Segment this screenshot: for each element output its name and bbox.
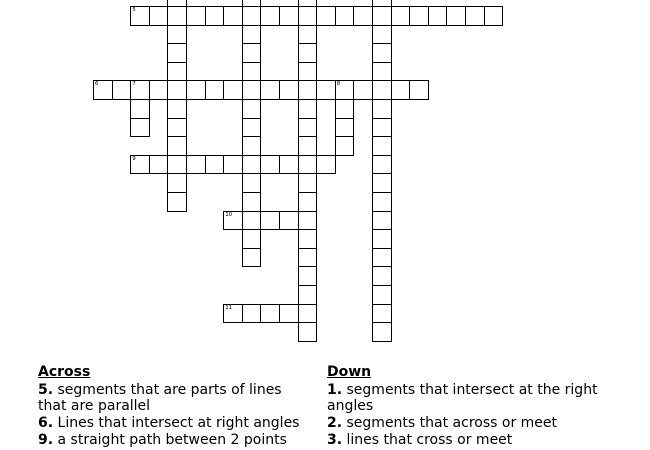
grid-cell[interactable] bbox=[372, 99, 392, 119]
grid-cell[interactable] bbox=[372, 192, 392, 212]
grid-cell[interactable] bbox=[130, 99, 150, 119]
grid-number: 8 bbox=[336, 81, 341, 88]
grid-cell[interactable] bbox=[372, 248, 392, 268]
grid-cell[interactable] bbox=[372, 322, 392, 342]
clue-number: 3. bbox=[327, 432, 343, 448]
clue-number: 5. bbox=[38, 382, 54, 398]
grid-cell[interactable] bbox=[242, 304, 262, 324]
grid-cell[interactable] bbox=[372, 43, 392, 63]
grid-cell[interactable] bbox=[242, 43, 262, 63]
grid-cell[interactable] bbox=[372, 173, 392, 193]
grid-cell[interactable] bbox=[484, 6, 504, 26]
grid-cell[interactable] bbox=[130, 80, 150, 100]
grid-cell[interactable] bbox=[372, 0, 392, 7]
grid-cell[interactable] bbox=[335, 136, 355, 156]
grid-cell[interactable] bbox=[298, 136, 318, 156]
grid-cell[interactable] bbox=[242, 6, 262, 26]
grid-cell[interactable] bbox=[167, 80, 187, 100]
grid-cell[interactable] bbox=[167, 62, 187, 82]
grid-cell[interactable] bbox=[260, 6, 280, 26]
grid-cell[interactable] bbox=[260, 155, 280, 175]
grid-cell[interactable] bbox=[316, 80, 336, 100]
grid-cell[interactable] bbox=[391, 6, 411, 26]
grid-cell[interactable] bbox=[167, 6, 187, 26]
grid-cell[interactable] bbox=[167, 0, 187, 7]
grid-cell[interactable] bbox=[298, 80, 318, 100]
clue-number: 6. bbox=[38, 415, 54, 431]
grid-cell[interactable] bbox=[372, 211, 392, 231]
grid-cell[interactable] bbox=[242, 155, 262, 175]
grid-cell[interactable] bbox=[372, 229, 392, 249]
grid-cell[interactable] bbox=[223, 304, 243, 324]
clue-text: segments that are parts of lines that are parallel bbox=[38, 382, 282, 414]
grid-cell[interactable] bbox=[149, 6, 169, 26]
grid-cell[interactable] bbox=[242, 118, 262, 138]
grid-cell[interactable] bbox=[335, 80, 355, 100]
grid-cell[interactable] bbox=[167, 192, 187, 212]
down-clue bbox=[327, 432, 627, 448]
grid-cell[interactable] bbox=[372, 304, 392, 324]
grid-cell[interactable] bbox=[298, 155, 318, 175]
grid-cell[interactable] bbox=[279, 80, 299, 100]
clue-text: segments that across or meet bbox=[346, 415, 558, 431]
grid-cell[interactable] bbox=[372, 62, 392, 82]
grid-cell[interactable] bbox=[298, 6, 318, 26]
grid-number: 9 bbox=[132, 155, 136, 162]
grid-cell[interactable] bbox=[279, 6, 299, 26]
grid-cell[interactable] bbox=[391, 80, 411, 100]
grid-cell[interactable] bbox=[205, 155, 225, 175]
across-clues bbox=[38, 364, 308, 449]
grid-cell[interactable] bbox=[298, 0, 318, 7]
grid-cell[interactable] bbox=[260, 304, 280, 324]
grid-cell[interactable] bbox=[167, 118, 187, 138]
grid-cell[interactable] bbox=[279, 211, 299, 231]
grid-cell[interactable] bbox=[242, 99, 262, 119]
grid-cell[interactable] bbox=[372, 80, 392, 100]
grid-cell[interactable] bbox=[316, 6, 336, 26]
across-clue bbox=[38, 382, 308, 414]
down-heading: Down bbox=[327, 364, 372, 380]
grid-cell[interactable] bbox=[130, 155, 150, 175]
grid-cell[interactable] bbox=[242, 62, 262, 82]
grid-cell[interactable] bbox=[167, 43, 187, 63]
grid-cell[interactable] bbox=[242, 211, 262, 231]
clue-number: 2. bbox=[327, 415, 343, 431]
grid-cell[interactable] bbox=[298, 266, 318, 286]
down-clue bbox=[327, 382, 627, 414]
grid-cell[interactable] bbox=[242, 0, 262, 7]
clue-text: segments that intersect at the right angles bbox=[327, 382, 598, 414]
across-clue bbox=[38, 432, 308, 448]
grid-cell[interactable] bbox=[167, 173, 187, 193]
grid-cell[interactable] bbox=[298, 304, 318, 324]
grid-cell[interactable] bbox=[335, 118, 355, 138]
grid-cell[interactable] bbox=[242, 173, 262, 193]
grid-cell[interactable] bbox=[130, 118, 150, 138]
clue-number: 1. bbox=[327, 382, 343, 398]
grid-cell[interactable] bbox=[372, 285, 392, 305]
grid-cell[interactable] bbox=[112, 80, 132, 100]
grid-cell[interactable] bbox=[223, 211, 243, 231]
grid-cell[interactable] bbox=[372, 25, 392, 45]
grid-number: 5 bbox=[132, 7, 136, 13]
grid-cell[interactable] bbox=[279, 155, 299, 175]
grid-cell[interactable] bbox=[242, 192, 262, 212]
grid-cell[interactable] bbox=[298, 248, 318, 268]
grid-cell[interactable] bbox=[298, 173, 318, 193]
grid-cell[interactable] bbox=[242, 229, 262, 249]
grid-cell[interactable] bbox=[298, 62, 318, 82]
grid-cell[interactable] bbox=[260, 211, 280, 231]
grid-cell[interactable] bbox=[372, 266, 392, 286]
grid-cell[interactable] bbox=[242, 248, 262, 268]
grid-number: 11 bbox=[225, 304, 233, 311]
grid-cell[interactable] bbox=[298, 285, 318, 305]
down-clue bbox=[327, 415, 627, 431]
grid-cell[interactable] bbox=[298, 118, 318, 138]
clue-text: Lines that intersect at right angles bbox=[57, 415, 300, 431]
grid-cell[interactable] bbox=[186, 80, 206, 100]
grid-number: 6 bbox=[95, 81, 99, 88]
grid-cell[interactable] bbox=[167, 136, 187, 156]
grid-cell[interactable] bbox=[372, 6, 392, 26]
grid-cell[interactable] bbox=[223, 155, 243, 175]
clue-text: a straight path between 2 points bbox=[57, 432, 287, 448]
grid-cell[interactable] bbox=[353, 6, 373, 26]
grid-cell[interactable] bbox=[205, 80, 225, 100]
grid-cell[interactable] bbox=[260, 80, 280, 100]
grid-cell[interactable] bbox=[167, 25, 187, 45]
grid-cell[interactable] bbox=[93, 80, 113, 100]
grid-cell[interactable] bbox=[223, 80, 243, 100]
grid-cell[interactable] bbox=[205, 6, 225, 26]
grid-cell[interactable] bbox=[167, 155, 187, 175]
down-clues bbox=[327, 364, 627, 449]
grid-cell[interactable] bbox=[298, 25, 318, 45]
grid-cell[interactable] bbox=[149, 155, 169, 175]
grid-number: 10 bbox=[225, 211, 233, 218]
clue-text: lines that cross or meet bbox=[346, 432, 513, 448]
grid-cell[interactable] bbox=[335, 99, 355, 119]
grid-cell[interactable] bbox=[298, 192, 318, 212]
grid-cell[interactable] bbox=[298, 322, 318, 342]
grid-cell[interactable] bbox=[242, 80, 262, 100]
grid-cell[interactable] bbox=[167, 99, 187, 119]
grid-cell[interactable] bbox=[409, 6, 429, 26]
grid-cell[interactable] bbox=[298, 43, 318, 63]
grid-cell[interactable] bbox=[465, 6, 485, 26]
grid-cell[interactable] bbox=[335, 6, 355, 26]
grid-cell[interactable] bbox=[372, 118, 392, 138]
grid-cell[interactable] bbox=[446, 6, 466, 26]
grid-cell[interactable] bbox=[242, 25, 262, 45]
grid-cell[interactable] bbox=[428, 6, 448, 26]
grid-cell[interactable] bbox=[372, 136, 392, 156]
clue-number: 9. bbox=[38, 432, 54, 448]
across-heading: Across bbox=[38, 364, 91, 380]
grid-cell[interactable] bbox=[353, 80, 373, 100]
grid-cell[interactable] bbox=[149, 80, 169, 100]
grid-cell[interactable] bbox=[186, 6, 206, 26]
grid-cell[interactable] bbox=[298, 99, 318, 119]
grid-cell[interactable] bbox=[130, 6, 150, 26]
grid-cell[interactable] bbox=[186, 155, 206, 175]
grid-cell[interactable] bbox=[298, 229, 318, 249]
grid-cell[interactable] bbox=[242, 136, 262, 156]
grid-cell[interactable] bbox=[298, 211, 318, 231]
across-clue bbox=[38, 415, 308, 431]
grid-cell[interactable] bbox=[316, 155, 336, 175]
grid-number: 7 bbox=[132, 81, 136, 88]
grid-cell[interactable] bbox=[409, 80, 429, 100]
grid-cell[interactable] bbox=[372, 155, 392, 175]
grid-cell[interactable] bbox=[223, 6, 243, 26]
grid-cell[interactable] bbox=[279, 304, 299, 324]
